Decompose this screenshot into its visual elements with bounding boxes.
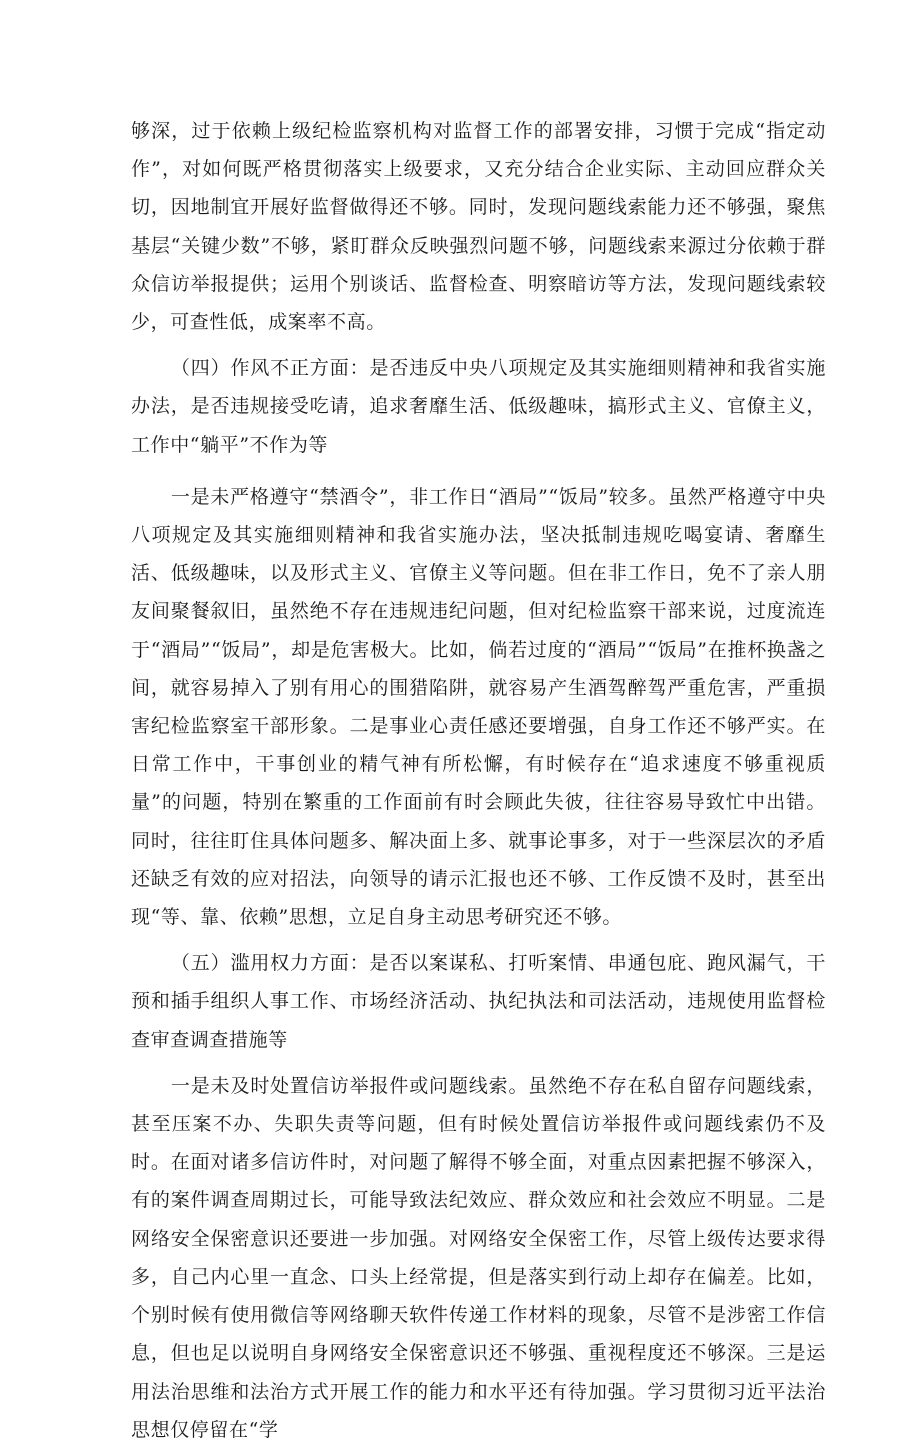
section-heading-4: （四）作风不正方面：是否违反中央八项规定及其实施细则精神和我省实施办法，是否违规接受吃请，追求奢靡生活、低级趣味，搞形式主义、官僚主义，工作中“躺平”不作为等: [131, 357, 826, 456]
paragraph-continuation: 够深，过于依赖上级纪检监察机构对监督工作的部署安排，习惯于完成“指定动作”，对如何既严格贯彻落实上级要求，又充分结合企业实际、主动回应群众关切，因地制宜开展好监督做得还不够。同时，发现问题线索能力还不够强，聚焦基层“关键少数”不够，紧盯群众反映强烈问题不够，问题线索来源过分依赖于群众信访举报提供；运用个别谈话、监督检查、明察暗访等方法，发现问题线索较少，可查性低，成案率不高。: [131, 120, 826, 334]
document-body: [131, 112, 826, 1449]
paragraph-section-5-body: 一是未及时处置信访举报件或问题线索。虽然绝不存在私自留存问题线索，甚至压案不办、失职失责等问题，但有时候处置信访举报件或问题线索仍不及时。在面对诸多信访件时，对问题了解得不够全面，对重点因素把握不够深入，有的案件调查周期过长，可能导致法纪效应、群众效应和社会效应不明显。二是网络安全保密意识还要进一步加强。对网络安全保密工作，尽管上级传达要求得多，自己内心里一直念、口头上经常提，但是落实到行动上却存在偏差。比如，个别时候有使用微信等网络聊天软件传递工作材料的现象，尽管不是涉密工作信息，但也足以说明自身网络安全保密意识还不够强、重视程度还不够深。三是运用法治思维和法治方式开展工作的能力和水平还有待加强。学习贯彻习近平法治思想仅停留在“学: [131, 1074, 826, 1441]
section-heading-5: （五）滥用权力方面：是否以案谋私、打听案情、串通包庇、跑风漏气，干预和插手组织人事工作、市场经济活动、执纪执法和司法活动，违规使用监督检查审查调查措施等: [131, 952, 826, 1051]
paragraph-section-4-body: 一是未严格遵守“禁酒令”，非工作日“酒局”“饭局”较多。虽然严格遵守中央八项规定及其实施细则精神和我省实施办法，坚决抵制违规吃喝宴请、奢靡生活、低级趣味，以及形式主义、官僚主义等问题。但在非工作日，免不了亲人朋友间聚餐叙旧，虽然绝不存在违规违纪问题，但对纪检监察干部来说，过度流连于“酒局”“饭局”，却是危害极大。比如，倘若过度的“酒局”“饭局”在推杯换盏之间，就容易掉入了别有用心的围猎陷阱，就容易产生酒驾醉驾严重危害，严重损害纪检监察室干部形象。二是事业心责任感还要增强，自身工作还不够严实。在日常工作中，干事创业的精气神有所松懈，有时候存在“追求速度不够重视质量”的问题，特别在繁重的工作面前有时会顾此失彼，往往容易导致忙中出错。同时，往往盯住具体问题多、解决面上多、就事论事多，对于一些深层次的矛盾还缺乏有效的应对招法，向领导的请示汇报也还不够、工作反馈不及时，甚至出现“等、靠、依赖”思想，立足自身主动思考研究还不够。: [131, 485, 826, 929]
